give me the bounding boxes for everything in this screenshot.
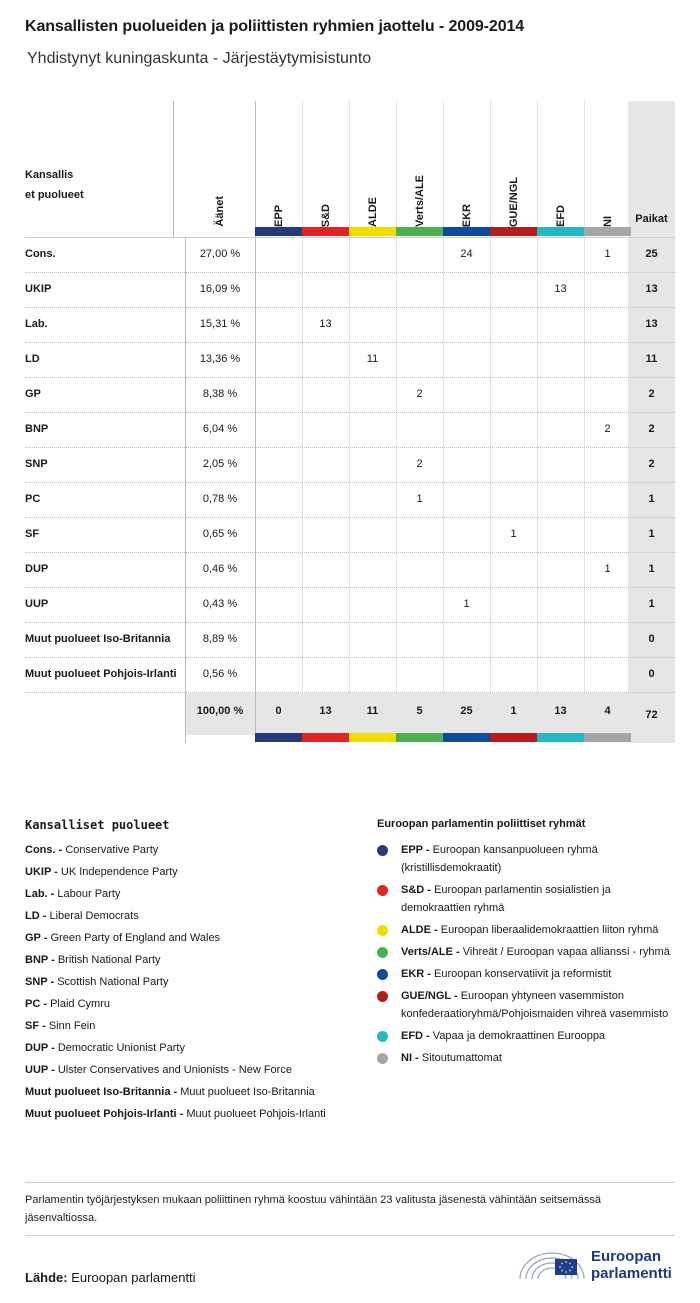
source-label: Lähde: [25, 1270, 68, 1285]
party-legend-item [25, 930, 355, 946]
group-legend-item [377, 1049, 677, 1067]
seat-cell: 2 [416, 388, 423, 400]
party-legend-item [25, 842, 355, 858]
total-seats: 1 [648, 598, 655, 610]
party-name: UKIP [25, 283, 52, 295]
party-abbreviation: BNP - [25, 954, 55, 966]
page-title: Kansallisten puolueiden ja poliittisten ryhmien jaottelu - 2009-2014 [25, 18, 525, 35]
table-row [25, 587, 675, 622]
group-color-bar [490, 227, 537, 236]
party-full-name: Liberal Democrats [49, 910, 139, 922]
seat-cell: 1 [604, 563, 611, 575]
group-header-label: Verts/ALE [413, 175, 426, 227]
party-name: UUP [25, 598, 49, 610]
group-color-dot [377, 1053, 388, 1064]
vote-share: 0,46 % [202, 563, 238, 575]
total-seats: 0 [648, 668, 655, 680]
total-seats: 11 [645, 353, 658, 365]
group-header-label: GUE/NGL [507, 176, 520, 227]
vote-share: 8,89 % [202, 633, 238, 645]
seat-cell: 13 [554, 283, 567, 295]
european-parliament-logo [517, 1245, 677, 1285]
group-color-dot [377, 1031, 388, 1042]
group-header [302, 101, 349, 227]
group-full-name: Vihreät / Euroopan vapaa allianssi - ryhmä [462, 946, 670, 958]
page-subtitle: Yhdistynyt kuningaskunta - Järjestäytymisistunto [27, 50, 372, 67]
party-legend-item [25, 996, 355, 1012]
group-abbreviation: S&D - [401, 884, 431, 896]
group-header [490, 101, 537, 227]
seat-cell: 11 [366, 353, 379, 365]
group-header-label: EPP [272, 204, 285, 227]
party-legend-item [25, 1062, 355, 1078]
party-full-name: Conservative Party [65, 844, 159, 856]
table-row [25, 272, 675, 307]
party-name: Muut puolueet Pohjois-Irlanti [25, 668, 177, 680]
party-name: SNP [25, 458, 48, 470]
party-abbreviation: LD - [25, 910, 47, 922]
column-separator [173, 101, 174, 237]
group-total: 0 [275, 705, 282, 717]
table-row [25, 482, 675, 517]
group-color-bar [490, 733, 537, 742]
vote-share: 15,31 % [199, 318, 241, 330]
hemicycle-icon [517, 1245, 587, 1283]
votes-column-header-label: Äänet [214, 196, 226, 227]
party-abbreviation: Lab. - [25, 888, 55, 900]
logo-line-2: parlamentti [591, 1265, 672, 1282]
table-row [25, 377, 675, 412]
total-seats: 2 [648, 458, 655, 470]
group-legend-item [377, 841, 677, 877]
group-color-bar [584, 733, 631, 742]
party-abbreviation: DUP - [25, 1042, 55, 1054]
group-color-bar [584, 227, 631, 236]
group-abbreviation: EPP - [401, 844, 430, 856]
group-header-label: EKR [460, 203, 473, 227]
group-legend-item [377, 921, 677, 939]
group-header-label: ALDE [366, 197, 379, 227]
group-color-bar [302, 227, 349, 236]
group-color-bar [349, 733, 396, 742]
party-name: Muut puolueet Iso-Britannia [25, 633, 171, 645]
group-legend-item [377, 943, 677, 961]
seat-cell: 13 [319, 318, 332, 330]
group-header-label: NI [601, 216, 614, 227]
votes-column-header [185, 101, 255, 227]
party-legend-item [25, 1040, 355, 1056]
group-color-dot [377, 947, 388, 958]
party-name: BNP [25, 423, 49, 435]
seat-cell: 1 [604, 248, 611, 260]
party-name: GP [25, 388, 41, 400]
group-color-bar [302, 733, 349, 742]
party-abbreviation: Cons. - [25, 844, 63, 856]
group-abbreviation: Verts/ALE - [401, 946, 460, 958]
group-abbreviation: EKR - [401, 968, 431, 980]
group-total: 13 [319, 705, 332, 717]
party-abbreviation: Muut puolueet Iso-Britannia - [25, 1086, 178, 1098]
group-full-name: Euroopan yhtyneen vasemmiston konfederaatioryhmä/Pohjoismaiden vihreä vasemmisto [401, 990, 669, 1020]
party-abbreviation: SF - [25, 1020, 46, 1032]
party-full-name: Muut puolueet Iso-Britannia [180, 1086, 315, 1098]
vote-share: 2,05 % [202, 458, 238, 470]
group-color-dot [377, 991, 388, 1002]
group-color-bar [396, 733, 443, 742]
vote-share: 0,56 % [202, 668, 238, 680]
source-value: Euroopan parlamentti [71, 1270, 196, 1285]
party-abbreviation: SNP - [25, 976, 55, 988]
divider [25, 1182, 675, 1183]
party-legend-item [25, 1084, 355, 1100]
party-legend-item [25, 974, 355, 990]
table-row [25, 237, 675, 272]
table-row [25, 622, 675, 657]
table-row [25, 517, 675, 552]
grand-total-seats: 72 [645, 709, 658, 721]
vote-share: 16,09 % [199, 283, 241, 295]
party-abbreviation: PC - [25, 998, 47, 1010]
total-seats: 25 [645, 248, 658, 260]
table-row [25, 412, 675, 447]
party-legend-item [25, 1018, 355, 1034]
seat-distribution-table [25, 101, 675, 743]
group-abbreviation: NI - [401, 1052, 419, 1064]
party-name: DUP [25, 563, 49, 575]
group-header-label: EFD [554, 205, 567, 227]
table-row [25, 342, 675, 377]
seat-cell: 2 [416, 458, 423, 470]
party-name: LD [25, 353, 40, 365]
seat-cell: 1 [463, 598, 470, 610]
group-color-dot [377, 845, 388, 856]
group-header [537, 101, 584, 227]
party-legend-item [25, 886, 355, 902]
group-color-bar [443, 227, 490, 236]
footnote: Parlamentin työjärjestyksen mukaan poliittinen ryhmä koostuu vähintään 23 valitusta jäsenestä vähintään seitsemässä jäsenvaltiossa. [25, 1194, 601, 1224]
party-abbreviation: UUP - [25, 1064, 55, 1076]
group-legend-item [377, 881, 677, 917]
total-seats: 2 [648, 423, 655, 435]
group-legend-item [377, 1027, 677, 1045]
divider [25, 1235, 675, 1236]
seat-cell: 24 [460, 248, 473, 260]
group-color-dot [377, 885, 388, 896]
national-parties-legend-heading: Kansalliset puolueet [25, 818, 170, 832]
group-color-bar [537, 227, 584, 236]
group-full-name: Euroopan kansanpuolueen ryhmä (kristillisdemokraatit) [401, 844, 598, 874]
group-abbreviation: GUE/NGL - [401, 990, 458, 1002]
party-full-name: Sinn Fein [48, 1020, 96, 1032]
party-abbreviation: UKIP - [25, 866, 58, 878]
total-seats: 13 [645, 283, 658, 295]
total-seats: 1 [648, 493, 655, 505]
group-header [584, 101, 631, 227]
group-total: 11 [366, 705, 379, 717]
vote-share: 0,43 % [202, 598, 238, 610]
seats-column-header: Paikat [635, 213, 668, 225]
party-full-name: British National Party [57, 954, 161, 966]
table-row [25, 552, 675, 587]
group-color-bar [255, 227, 302, 236]
vote-share: 0,78 % [202, 493, 238, 505]
row-divider [25, 692, 675, 693]
group-legend-item [377, 965, 677, 983]
vote-share: 0,65 % [202, 528, 238, 540]
group-full-name: Vapaa ja demokraattinen Eurooppa [432, 1030, 606, 1042]
party-legend-item [25, 1106, 355, 1122]
group-header [443, 101, 490, 227]
party-abbreviation: GP - [25, 932, 48, 944]
group-color-dot [377, 969, 388, 980]
group-abbreviation: EFD - [401, 1030, 430, 1042]
total-seats: 2 [648, 388, 655, 400]
group-header-label: S&D [319, 203, 332, 227]
group-total: 25 [460, 705, 473, 717]
party-legend-item [25, 952, 355, 968]
national-parties-legend [25, 818, 355, 1128]
group-header [349, 101, 396, 227]
party-full-name: Plaid Cymru [50, 998, 110, 1010]
group-color-bar [255, 733, 302, 742]
group-full-name: Euroopan liberaalidemokraattien liiton ryhmä [440, 924, 659, 936]
group-total: 1 [510, 705, 517, 717]
total-seats: 13 [645, 318, 658, 330]
seat-cell: 2 [604, 423, 611, 435]
party-legend-item [25, 908, 355, 924]
vote-share: 6,04 % [202, 423, 238, 435]
group-total: 5 [416, 705, 423, 717]
vote-share: 27,00 % [199, 248, 241, 260]
logo-line-1: Euroopan [591, 1248, 661, 1265]
group-color-bar [396, 227, 443, 236]
seat-cell: 1 [510, 528, 517, 540]
total-seats: 0 [648, 633, 655, 645]
party-full-name: Muut puolueet Pohjois-Irlanti [186, 1108, 326, 1120]
table-row [25, 657, 675, 692]
party-column-header: Kansallis et puolueet [25, 169, 84, 201]
group-color-bar [349, 227, 396, 236]
group-color-dot [377, 925, 388, 936]
party-full-name: UK Independence Party [60, 866, 178, 878]
party-name: PC [25, 493, 41, 505]
party-abbreviation: Muut puolueet Pohjois-Irlanti - [25, 1108, 184, 1120]
political-groups-legend [377, 818, 677, 1071]
group-full-name: Euroopan konservatiivit ja reformistit [434, 968, 612, 980]
party-legend-item [25, 864, 355, 880]
group-legend-item [377, 987, 677, 1023]
total-seats: 1 [648, 528, 655, 540]
total-votes: 100,00 % [196, 705, 244, 717]
group-full-name: Euroopan parlamentin sosialistien ja demokraattien ryhmä [401, 884, 611, 914]
party-full-name: Democratic Unionist Party [57, 1042, 185, 1054]
seat-cell: 1 [416, 493, 423, 505]
group-color-bar [443, 733, 490, 742]
group-total: 4 [604, 705, 611, 717]
party-name: SF [25, 528, 40, 540]
party-full-name: Green Party of England and Wales [50, 932, 221, 944]
political-groups-legend-heading: Euroopan parlamentin poliittiset ryhmät [377, 818, 586, 830]
group-header [396, 101, 443, 227]
vote-share: 13,36 % [199, 353, 241, 365]
total-seats: 1 [648, 563, 655, 575]
group-total: 13 [554, 705, 567, 717]
party-full-name: Scottish National Party [57, 976, 169, 988]
table-row [25, 307, 675, 342]
table-row [25, 447, 675, 482]
vote-share: 8,38 % [202, 388, 238, 400]
group-header [255, 101, 302, 227]
logo-wordmark [591, 1248, 672, 1282]
source-line [25, 1270, 196, 1285]
party-full-name: Ulster Conservatives and Unionists - New Force [57, 1064, 292, 1076]
group-color-bar [537, 733, 584, 742]
party-name: Cons. [25, 248, 56, 260]
party-name: Lab. [25, 318, 48, 330]
group-abbreviation: ALDE - [401, 924, 438, 936]
group-full-name: Sitoutumattomat [421, 1052, 502, 1064]
party-full-name: Labour Party [57, 888, 121, 900]
